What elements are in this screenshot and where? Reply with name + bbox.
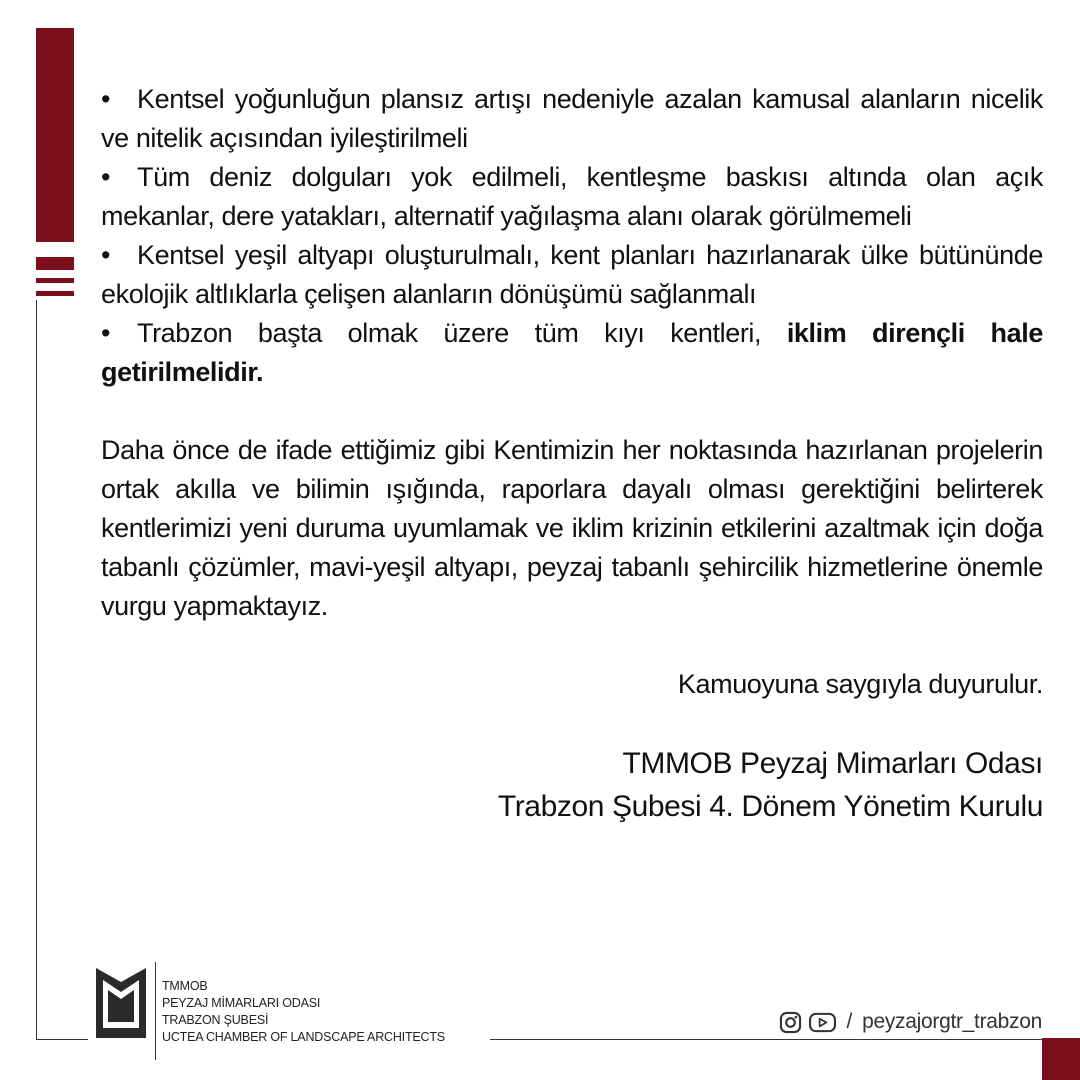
closing-line: Kamuoyuna saygıyla duyurulur. [677,669,1043,699]
organization-name: TMMOB PEYZAJ MİMARLARI ODASI TRABZON ŞUBESİ UCTEA CHAMBER OF LANDSCAPE ARCHITECTS [162,979,445,1044]
accent-stripe [36,257,74,270]
statement-paragraph: Daha önce de ifade ettiğimiz gibi Kentimizin her noktasında hazırlanan projelerin ortak akılla ve bilimin ışığında, raporlara dayalı olması gerektiğini belirterek kentlerimizi yeni duruma uyumlamak ve iklim krizinin etkilerini azaltmak için doğa tabanlı çözümler, mavi-yeşil altyapı, peyzaj tabanlı şehircilik hizmetlerine önemle vurgu yapmaktayız. [101,435,1043,621]
statement-body [101,80,1043,828]
chamber-logo-icon [94,966,148,1040]
bullet-item: • Kentsel yoğunluğun plansız artışı nedeniyle azalan kamusal alanların nicelik ve nitelik açısından iyileştirilmeli [101,84,1043,153]
frame-line [36,1039,88,1040]
bullet-emphasis: iklim dirençli hale getirilmelidir [101,318,1043,387]
corner-accent [1042,1038,1080,1080]
bullet-item: • Trabzon başta olmak üzere tüm kıyı kentleri, iklim dirençli hale getirilmelidir. [101,318,1043,387]
bullet-item: • Kentsel yeşil altyapı oluşturulmalı, kent planları hazırlanarak ülke bütününde ekolojik altlıklarla çelişen alanların dönüşümü sağlanmalı [101,240,1043,309]
logo-divider [155,962,156,1060]
signature-block [101,742,1043,828]
accent-bar [36,28,74,242]
bullet-item: • Tüm deniz dolguları yok edilmeli, kentleşme baskısı altında olan açık mekanlar, dere yatakları, alternatif yağılaşma alanı olarak görülmemeli [101,162,1043,231]
instagram-icon[interactable] [779,1011,802,1034]
social-handle[interactable]: peyzajorgtr_trabzon [862,1010,1042,1033]
social-separator: / [846,1010,853,1033]
frame-line [36,300,37,1039]
frame-line [490,1039,1042,1040]
accent-stripe [36,278,74,283]
signature-line-2: Trabzon Şubesi 4. Dönem Yönetim Kurulu [497,790,1043,823]
signature-line-1: TMMOB Peyzaj Mimarları Odası [622,747,1043,780]
youtube-icon[interactable] [808,1011,837,1034]
social-handle-group [779,1010,1042,1034]
accent-stripe [36,291,74,296]
